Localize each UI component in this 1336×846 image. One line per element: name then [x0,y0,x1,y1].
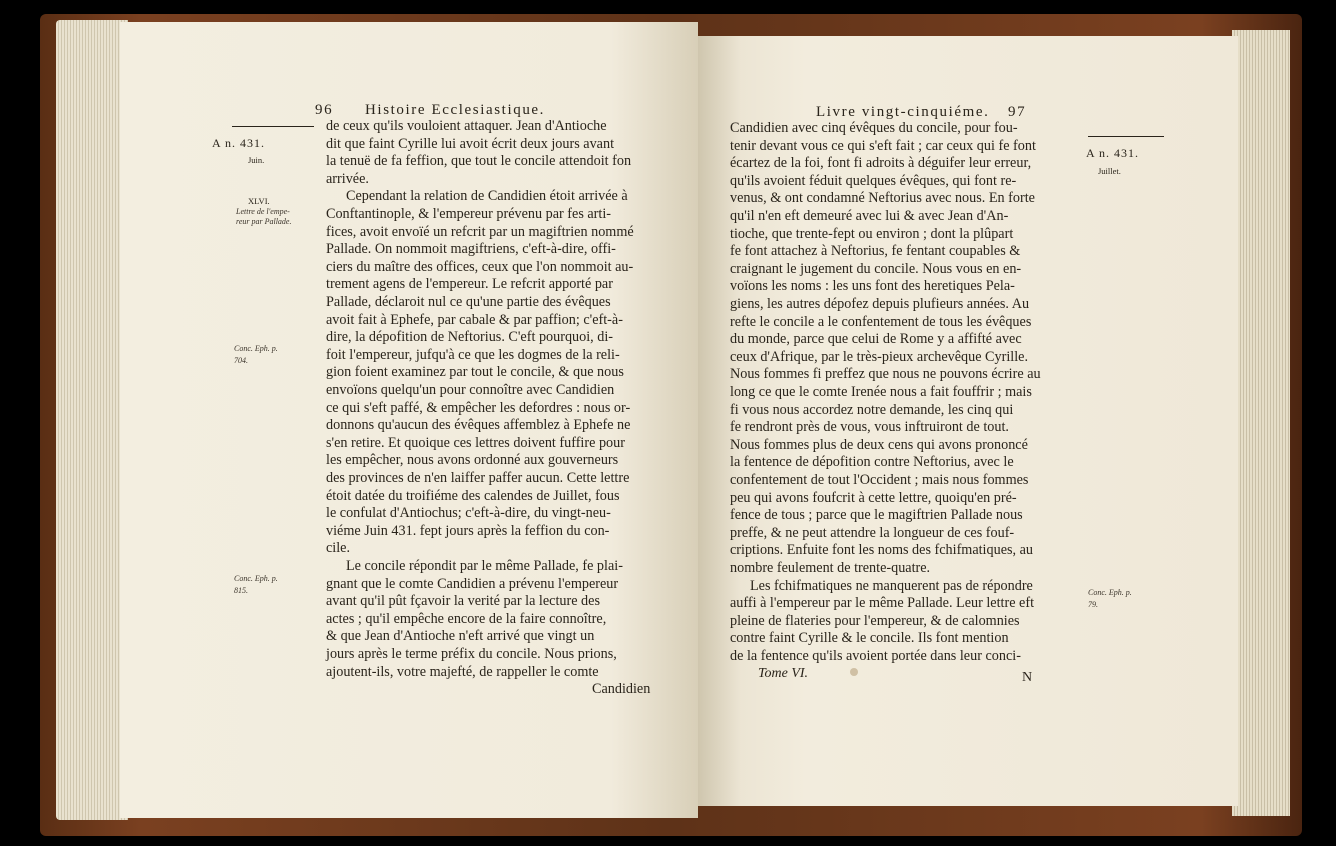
text-line: criptions. Enfuite font les noms des fchifmatiques, au [730,542,1033,559]
text-line: dit que faint Cyrille lui avoit écrit deux jours avant [326,135,615,152]
text-line: cile. [326,540,351,557]
text-line: tenir devant vous ce qui s'eft fait ; car ceux qui fe font [730,137,1036,154]
text-line: confentement de tout l'Occident ; mais nous fommes [730,472,1029,488]
text-line: écartez de la foi, font fi adroits à déguifer leur erreur, [730,155,1032,172]
margin-rule-right [1088,136,1164,137]
text-line: fence de tous ; parce que le magiftrien Pallade nous [730,507,1023,524]
text-line: Les fchifmatiques ne manquerent pas de répondre [750,577,1033,594]
text-line: pleine de flateries pour l'empereur, & de calomnies [730,612,1020,629]
left-running-head: Histoire Ecclesiastique. [365,102,546,118]
text-line: actes ; qu'il empêche encore de la faire connoître, [326,610,607,627]
left-page [120,22,698,818]
text-line: trement agens de l'empereur. Le refcrit apporté par [326,276,613,293]
text-line: qu'il n'en eft demeuré avec lui & avec Jean d'An- [730,208,1009,224]
left-page-number: 96 [315,102,334,118]
text-line: auffi à l'empereur par le même Pallade. Leur lettre eft [730,595,1035,612]
section-number: XLVI. [248,196,270,206]
margin-reference-1-page: 704. [234,356,248,365]
text-line: viéme Juin 431. fept jours après la feffion du con- [326,522,610,539]
margin-reference-1: Conc. Eph. p. [234,344,278,353]
text-line: la tenuë de fa feffion, que tout le concile attendoit fon [326,153,632,170]
text-line: voïons les noms : les uns font des heretiques Pela- [730,278,1015,295]
page-edges-right [1232,30,1290,816]
text-line: long ce que le comte Irenée nous a fait fouffrir ; mais [730,384,1032,400]
text-line: de ceux qu'ils vouloient attaquer. Jean d'Antioche [326,118,607,134]
text-line: gion foient examinez par tout le concile, & que nous [326,364,624,381]
right-margin-reference-page: 79. [1088,600,1098,609]
footer-volume: Tome VI. [758,666,809,681]
margin-rule [232,126,314,127]
right-page-number: 97 [1008,104,1027,120]
text-line: qu'ils avoient féduit quelques évêques, qui font re- [730,172,1017,189]
right-page [698,36,1238,806]
text-line: avoit fait à Ephefe, par cabale & par paffion; c'eft-à- [326,311,623,328]
section-note-line1: Lettre de l'empe- [236,207,290,216]
text-line: Cependant la relation de Candidien étoit arrivée à [346,188,628,205]
text-line: contre faint Cyrille & le concile. Ils font mention [730,630,1009,647]
text-line: Nous fommes fi preffez que nous ne pouvons écrire au [730,366,1041,383]
text-line: donnons qu'aucun des évêques affemblez à Ephefe ne [326,417,631,434]
text-line: des provinces de n'en laiffer paffer aucun. Cette lettre [326,470,630,486]
text-line: Pallade, déclaroit nul ce qu'une partie des évêques [326,294,611,310]
text-line: foit l'empereur, jufqu'à ce que les dogmes de la reli- [326,346,620,363]
text-line: avant qu'il pût fçavoir la verité par la lecture des [326,593,600,610]
text-line: giens, les autres dépofez depuis plufieurs années. Au [730,296,1030,312]
text-line: le confulat d'Antiochus; c'eft-à-dire, du vingt-neu- [326,505,611,522]
text-line: fices, avoit envoïé un refcrit par un magiftrien nommé [326,223,634,240]
text-line: fe font attachez à Neftorius, fe fentant coupables & [730,243,1021,260]
text-line: Nous fommes plus de deux cens qui avons prononcé [730,436,1028,453]
text-line: du monde, parce que celui de Rome y a affifté avec [730,331,1022,348]
text-line: fe rendront près de vous, vous inftruiront de tout. [730,419,1009,436]
text-line: s'en retire. Et quoique ces lettres doivent fuffire pour [326,434,625,451]
right-margin-month: Juillet. [1098,166,1121,176]
text-line: Conftantinople, & l'empereur prévenu par fes arti- [326,206,612,222]
left-margin-year: A n. 431. [212,136,266,150]
text-line: Candidien [592,681,651,698]
text-line: Le concile répondit par le même Pallade, fe plai- [346,558,623,574]
text-line: fi vous nous accordez notre demande, les cinq qui [730,401,1014,418]
text-line: Candidien avec cinq évêques du concile, pour fou- [730,120,1018,136]
margin-reference-2-page: 815. [234,586,248,595]
text-line: dire, la dépofition de Neftorius. C'eft pourquoi, di- [326,329,614,346]
text-line: arrivée. [326,170,369,187]
paper-stain [850,668,858,676]
right-margin-reference: Conc. Eph. p. [1088,588,1132,597]
text-line: les empêcher, nous avons ordonné aux gouverneurs [326,452,619,469]
text-line: & que Jean d'Antioche n'eft arrivé que vingt un [326,628,595,645]
text-line: craignant le jugement du concile. Nous vous en en- [730,260,1022,277]
footer-signature: N [1022,670,1033,685]
left-margin-month: Juin. [248,155,265,165]
section-note-line2: reur par Pallade. [236,217,292,226]
right-running-head: Livre vingt-cinquiéme. [816,104,990,120]
text-line: ce qui s'eft paffé, & empêcher les defordres : nous or- [326,399,631,416]
text-line: ciers du maître des offices, ceux que l'on nommoit au- [326,258,634,275]
text-line: jours après le terme préfix du concile. Nous prions, [326,646,617,662]
text-line: refte le concile a le confentement de tous les évêques [730,313,1032,330]
text-line: peu qui avons foufcrit à cette lettre, quoiqu'en pré- [730,489,1017,506]
text-line: preffe, & ne peut attendre la longueur de ces fouf- [730,524,1015,541]
text-line: nombre feulement de trente-quatre. [730,560,931,576]
text-line: ceux d'Afrique, par le très-pieux archevêque Cyrille. [730,348,1028,365]
text-line: tioche, que trente-fept ou environ ; dont la plûpart [730,225,1014,242]
right-margin-year: A n. 431. [1086,146,1140,160]
text-line: venus, & ont condamné Neftorius avec nous. En forte [730,190,1035,207]
text-line: étoit datée du troifiéme des calendes de Juillet, fous [326,487,620,504]
text-line: la fentence de dépofition contre Neftorius, avec le [730,454,1014,471]
text-line: de la fentence qu'ils avoient portée dans leur conci- [730,648,1021,664]
text-line: envoïons quelqu'un pour connoître avec Candidien [326,382,615,398]
text-line: ajoutent-ils, votre majefté, de rappeller le comte [326,663,599,680]
margin-reference-2: Conc. Eph. p. [234,574,278,583]
text-line: Pallade. On nommoit magiftriens, c'eft-à-dire, offi- [326,241,616,258]
page-edges-left [56,20,128,820]
text-line: gnant que le comte Candidien a prévenu l'empereur [326,575,619,592]
